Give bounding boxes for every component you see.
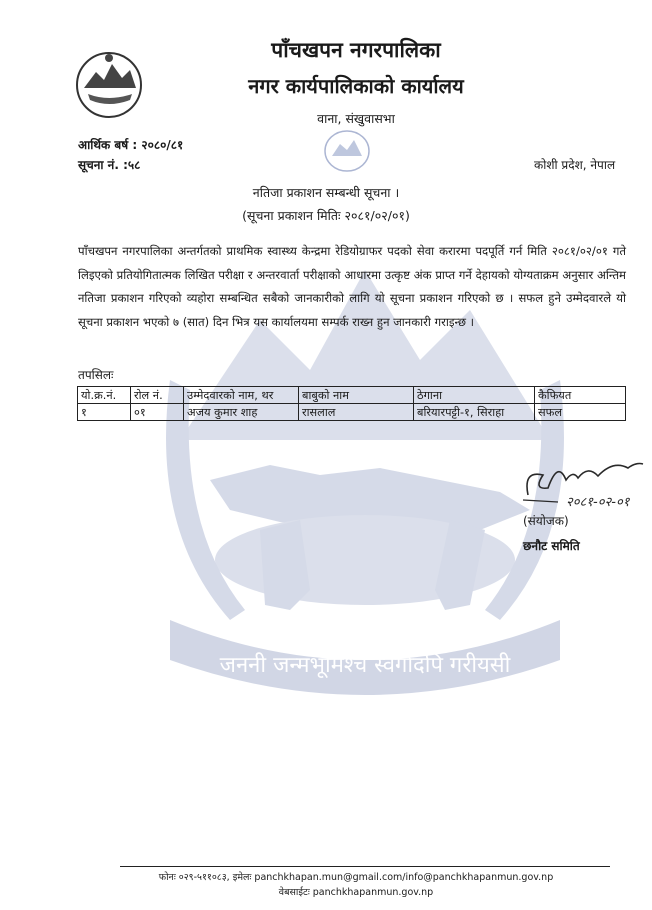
office-address: वाना, संखुवासभा	[317, 111, 395, 126]
table-header-row	[78, 387, 626, 404]
column-header: उम्मेदवारको नाम, थर	[184, 387, 299, 404]
column-header: यो.क्र.नं.	[78, 387, 131, 404]
table-cell: १	[78, 404, 131, 421]
footer-contact: फोनः ०२९-५११०८३, इमेलः panchkhapan.mun@gmail.com/info@panchkhapanmun.gov.np	[158, 872, 554, 883]
table-cell: रासलाल	[299, 404, 414, 421]
office-seal-stamp	[322, 128, 372, 174]
table-cell: बरियारपट्टी-१, सिराहा	[414, 404, 535, 421]
committee-name: छनौट समिति	[523, 539, 580, 553]
notice-number: सूचना नं. :५८	[78, 158, 141, 172]
column-header: बाबुको नाम	[299, 387, 414, 404]
office-name: नगर कार्यपालिकाको कार्यालय	[248, 74, 464, 98]
publish-date: (सूचना प्रकाशन मितिः २०८१/०२/०१)	[242, 208, 410, 223]
signature-date: २०८१-०२-०१	[566, 495, 630, 510]
fiscal-year: आर्थिक बर्ष : २०८०/८१	[78, 138, 184, 152]
footer-website: वेबसाईटः panchkhapanmun.gov.np	[278, 887, 434, 898]
notice-body: पाँचखपन नगरपालिका अन्तर्गतको प्राथमिक स्वास्थ्य केन्द्रमा रेडियोग्राफर पदको सेवा करारमा पदपूर्ति गर्न मिति २०८१/०२/०१ गते लिइएको प्रतियोगितात्मक लिखित परीक्षा र अन्तरवार्ता परीक्षाको आधारमा उत्कृष्ट अंक प्राप्त गर्ने देहायको योग्यताक्रम अनुसार अन्तिम नतिजा प्रकाशन गरिएको व्यहोरा सम्बन्धित सबैको जानकारीको लागि यो सूचना प्रकाशन गरिएको छ । सफल हुने उम्मेदवारले यो सूचना प्रकाशन भएको ७ (सात) दिन भित्र यस कार्यालयमा सम्पर्क राख्न हुन जानकारी गराइन्छ ।	[78, 244, 626, 329]
column-header: कैफियत	[535, 387, 626, 404]
province: कोशी प्रदेश, नेपाल	[534, 158, 616, 172]
handwritten-signature	[518, 450, 648, 510]
table-cell: ०१	[131, 404, 184, 421]
column-header: ठेगाना	[414, 387, 535, 404]
signatory-role: (संयोजक)	[523, 514, 569, 528]
footer-divider	[120, 866, 610, 867]
column-header: रोल नं.	[131, 387, 184, 404]
municipality-name: पाँचखपन नगरपालिका	[271, 38, 441, 62]
notice-subject: नतिजा प्रकाशन सम्बन्धी सूचना ।	[252, 185, 400, 200]
results-table	[77, 386, 626, 421]
emblem-motto: जननी जन्मभूमिश्च स्वर्गादपि गरीयसी	[219, 653, 511, 678]
table-row	[78, 404, 626, 421]
table-cell: अजय कुमार शाह	[184, 404, 299, 421]
table-cell: सफल	[535, 404, 626, 421]
details-label: तपसिलः	[78, 368, 114, 382]
